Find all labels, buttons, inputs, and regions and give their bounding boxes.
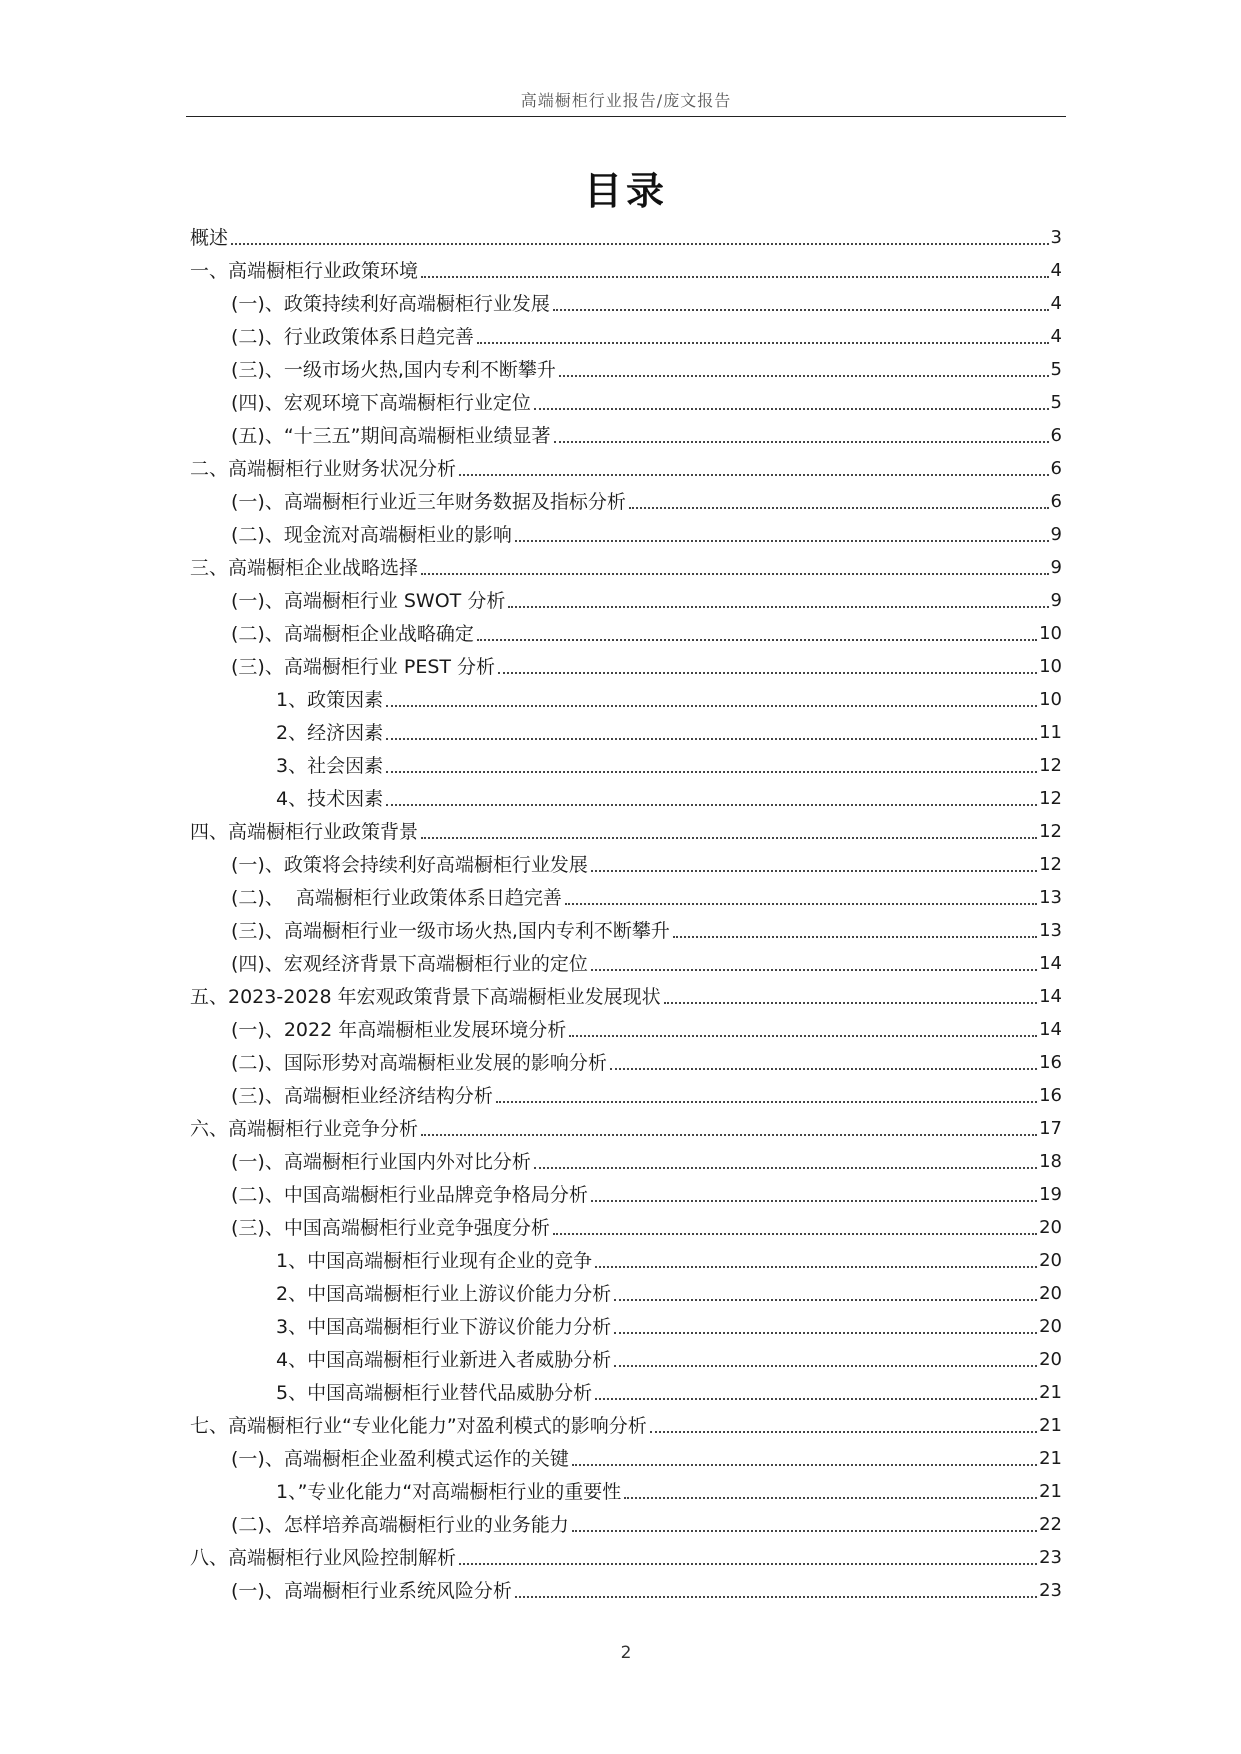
- toc-entry-page: 5: [1050, 359, 1062, 380]
- page-number: 2: [620, 1643, 632, 1663]
- toc-entry-title: 1、政策因素: [276, 689, 384, 711]
- toc-entry-title: (一)、高端橱柜企业盈利模式运作的关键: [231, 1448, 569, 1470]
- toc-entry-page: 16: [1039, 1085, 1062, 1106]
- toc-entry-page: 4: [1050, 326, 1062, 347]
- toc-dot-leader: [553, 309, 1049, 311]
- toc-entry-page: 23: [1039, 1547, 1062, 1568]
- toc-entry-title: (二)、中国高端橱柜行业品牌竞争格局分析: [231, 1184, 588, 1206]
- toc-entry-page: 10: [1039, 689, 1062, 710]
- toc-entry[interactable]: [190, 613, 1062, 646]
- toc-entry-title: (三)、一级市场火热,国内专利不断攀升: [231, 359, 556, 381]
- toc-entry-title: 1、”专业化能力“对高端橱柜行业的重要性: [276, 1481, 622, 1503]
- toc-dot-leader: [386, 738, 1037, 740]
- toc-dot-leader: [591, 870, 1037, 872]
- toc-dot-leader: [624, 1497, 1037, 1499]
- toc-entry[interactable]: [190, 745, 1062, 778]
- toc-entry[interactable]: [190, 283, 1062, 316]
- toc-dot-leader: [534, 408, 1049, 410]
- toc-dot-leader: [496, 1101, 1037, 1103]
- toc-entry-title: 2、中国高端橱柜行业上游议价能力分析: [276, 1283, 612, 1305]
- toc-entry-page: 14: [1039, 986, 1062, 1007]
- toc-entry[interactable]: [190, 514, 1062, 547]
- toc-dot-leader: [386, 705, 1037, 707]
- toc-entry-title: (二)、 高端橱柜行业政策体系日趋完善: [231, 887, 562, 909]
- toc-entry[interactable]: [190, 415, 1062, 448]
- toc-entry-page: 20: [1039, 1283, 1062, 1304]
- toc-entry-page: 6: [1050, 458, 1062, 479]
- toc-entry-title: 六、高端橱柜行业竞争分析: [190, 1118, 419, 1140]
- toc-entry-page: 21: [1039, 1448, 1062, 1469]
- toc-entry-title: 七、高端橱柜行业“专业化能力”对盈利模式的影响分析: [190, 1415, 647, 1437]
- toc-entry[interactable]: [190, 217, 1062, 250]
- toc-entry[interactable]: [190, 316, 1062, 349]
- toc-dot-leader: [508, 606, 1048, 608]
- toc-entry-page: 12: [1039, 821, 1062, 842]
- toc-entry[interactable]: [190, 844, 1062, 877]
- toc-entry-page: 9: [1050, 557, 1062, 578]
- toc-dot-leader: [459, 1563, 1037, 1565]
- toc-entry-title: (三)、高端橱柜行业 PEST 分析: [231, 656, 496, 678]
- toc-dot-leader: [421, 573, 1049, 575]
- toc-entry-page: 16: [1039, 1052, 1062, 1073]
- toc-entry[interactable]: [190, 1570, 1062, 1603]
- toc-entry-title: 2、经济因素: [276, 722, 384, 744]
- toc-entry-page: 10: [1039, 623, 1062, 644]
- toc-entry-page: 14: [1039, 1019, 1062, 1040]
- toc-entry-title: (五)、“十三五”期间高端橱柜业绩显著: [231, 425, 551, 447]
- toc-entry[interactable]: [190, 349, 1062, 382]
- toc-dot-leader: [386, 804, 1037, 806]
- toc-entry-title: (一)、高端橱柜行业 SWOT 分析: [231, 590, 506, 612]
- toc-dot-leader: [421, 837, 1037, 839]
- toc-entry[interactable]: [190, 910, 1062, 943]
- toc-entry-title: (二)、高端橱柜企业战略确定: [231, 623, 474, 645]
- toc-entry[interactable]: [190, 481, 1062, 514]
- toc-entry-page: 19: [1039, 1184, 1062, 1205]
- toc-entry-page: 5: [1050, 392, 1062, 413]
- toc-entry[interactable]: [190, 679, 1062, 712]
- running-header: 高端橱柜行业报告/庞文报告: [520, 91, 732, 110]
- toc-dot-leader: [572, 1464, 1037, 1466]
- toc-entry[interactable]: [190, 712, 1062, 745]
- toc-entry[interactable]: [190, 1075, 1062, 1108]
- toc-entry-title: 八、高端橱柜行业风险控制解析: [190, 1547, 457, 1569]
- header-rule: [186, 116, 1066, 117]
- toc-dot-leader: [614, 1365, 1037, 1367]
- toc-entry-page: 20: [1039, 1250, 1062, 1271]
- toc-dot-leader: [591, 1200, 1037, 1202]
- toc-entry[interactable]: [190, 1108, 1062, 1141]
- toc-entry-title: (一)、2022 年高端橱柜业发展环境分析: [231, 1019, 567, 1041]
- toc-entry-page: 23: [1039, 1580, 1062, 1601]
- toc-entry[interactable]: [190, 877, 1062, 910]
- toc-entry[interactable]: [190, 943, 1062, 976]
- toc-dot-leader: [421, 276, 1049, 278]
- toc-entry[interactable]: [190, 1174, 1062, 1207]
- toc-dot-leader: [515, 1596, 1037, 1598]
- toc-dot-leader: [477, 639, 1037, 641]
- toc-entry[interactable]: [190, 1273, 1062, 1306]
- toc-entry[interactable]: [190, 1438, 1062, 1471]
- toc-entry-title: (二)、怎样培养高端橱柜行业的业务能力: [231, 1514, 569, 1536]
- toc-entry-page: 6: [1050, 425, 1062, 446]
- toc-entry[interactable]: [190, 448, 1062, 481]
- toc-entry[interactable]: [190, 1504, 1062, 1537]
- toc-dot-leader: [629, 507, 1049, 509]
- toc-entry-page: 18: [1039, 1151, 1062, 1172]
- toc-dot-leader: [595, 1398, 1037, 1400]
- toc-entry-page: 3: [1050, 227, 1062, 248]
- toc-entry[interactable]: [190, 1207, 1062, 1240]
- toc-entry-page: 10: [1039, 656, 1062, 677]
- toc-entry-title: 三、高端橱柜企业战略选择: [190, 557, 419, 579]
- toc-dot-leader: [614, 1332, 1037, 1334]
- toc-entry[interactable]: [190, 1537, 1062, 1570]
- toc-entry-title: 3、中国高端橱柜行业下游议价能力分析: [276, 1316, 612, 1338]
- toc-entry[interactable]: [190, 1405, 1062, 1438]
- toc-entry-title: 3、社会因素: [276, 755, 384, 777]
- toc-dot-leader: [459, 474, 1049, 476]
- toc-dot-leader: [534, 1167, 1037, 1169]
- toc-dot-leader: [231, 243, 1049, 245]
- toc-entry[interactable]: [190, 1471, 1062, 1504]
- toc-entry-title: (三)、高端橱柜行业一级市场火热,国内专利不断攀升: [231, 920, 670, 942]
- toc-entry[interactable]: [190, 580, 1062, 613]
- toc-entry-page: 12: [1039, 755, 1062, 776]
- toc-dot-leader: [610, 1068, 1037, 1070]
- toc-entry-title: (三)、高端橱柜业经济结构分析: [231, 1085, 493, 1107]
- toc-entry[interactable]: [190, 1306, 1062, 1339]
- toc-dot-leader: [559, 375, 1049, 377]
- toc-entry[interactable]: [190, 547, 1062, 580]
- toc-entry-page: 13: [1039, 920, 1062, 941]
- toc-entry-page: 12: [1039, 854, 1062, 875]
- toc-entry-page: 14: [1039, 953, 1062, 974]
- toc-entry-page: 12: [1039, 788, 1062, 809]
- toc-entry-title: (四)、宏观经济背景下高端橱柜行业的定位: [231, 953, 588, 975]
- toc-dot-leader: [572, 1530, 1037, 1532]
- toc-dot-leader: [554, 441, 1049, 443]
- toc-entry-page: 17: [1039, 1118, 1062, 1139]
- toc-dot-leader: [565, 903, 1037, 905]
- toc-entry-title: 4、技术因素: [276, 788, 384, 810]
- toc-entry-page: 21: [1039, 1382, 1062, 1403]
- toc-entry-title: 1、中国高端橱柜行业现有企业的竞争: [276, 1250, 593, 1272]
- toc-entry[interactable]: [190, 250, 1062, 283]
- toc-entry[interactable]: [190, 1141, 1062, 1174]
- toc-entry-title: (二)、国际形势对高端橱柜业发展的影响分析: [231, 1052, 607, 1074]
- toc-entry-page: 4: [1050, 293, 1062, 314]
- toc-dot-leader: [477, 342, 1049, 344]
- toc-dot-leader: [569, 1035, 1037, 1037]
- toc-dot-leader: [650, 1431, 1037, 1433]
- toc-entry-title: (二)、行业政策体系日趋完善: [231, 326, 474, 348]
- toc-entry[interactable]: [190, 778, 1062, 811]
- toc-entry-title: (一)、高端橱柜行业近三年财务数据及指标分析: [231, 491, 626, 513]
- toc-dot-leader: [498, 672, 1037, 674]
- toc-entry-title: 二、高端橱柜行业财务状况分析: [190, 458, 457, 480]
- toc-entry-title: 五、2023-2028 年宏观政策背景下高端橱柜业发展现状: [190, 986, 661, 1008]
- toc-entry-page: 21: [1039, 1481, 1062, 1502]
- toc-entry-page: 11: [1039, 722, 1062, 743]
- toc-entry-page: 9: [1050, 524, 1062, 545]
- toc-entry[interactable]: [190, 976, 1062, 1009]
- toc-dot-leader: [553, 1233, 1037, 1235]
- toc-dot-leader: [421, 1134, 1037, 1136]
- toc-entry[interactable]: [190, 382, 1062, 415]
- toc-dot-leader: [591, 969, 1037, 971]
- toc-entry[interactable]: [190, 811, 1062, 844]
- toc-entry-page: 6: [1050, 491, 1062, 512]
- toc-entry-title: (四)、宏观环境下高端橱柜行业定位: [231, 392, 531, 414]
- toc-dot-leader: [386, 771, 1037, 773]
- toc-entry-title: 4、中国高端橱柜行业新进入者威胁分析: [276, 1349, 612, 1371]
- toc-entry-page: 9: [1050, 590, 1062, 611]
- toc-entry-page: 21: [1039, 1415, 1062, 1436]
- table-of-contents: [190, 217, 1062, 1603]
- toc-entry-page: 13: [1039, 887, 1062, 908]
- toc-dot-leader: [673, 936, 1037, 938]
- toc-dot-leader: [515, 540, 1049, 542]
- toc-entry-page: 20: [1039, 1217, 1062, 1238]
- toc-entry-title: (一)、政策持续利好高端橱柜行业发展: [231, 293, 550, 315]
- toc-entry[interactable]: [190, 1240, 1062, 1273]
- toc-dot-leader: [664, 1002, 1037, 1004]
- toc-entry-page: 22: [1039, 1514, 1062, 1535]
- toc-entry-title: (一)、高端橱柜行业国内外对比分析: [231, 1151, 531, 1173]
- toc-dot-leader: [614, 1299, 1037, 1301]
- toc-entry-title: 一、高端橱柜行业政策环境: [190, 260, 419, 282]
- toc-entry-page: 4: [1050, 260, 1062, 281]
- toc-entry-page: 20: [1039, 1349, 1062, 1370]
- toc-entry-title: 概述: [190, 227, 229, 249]
- toc-entry[interactable]: [190, 1339, 1062, 1372]
- toc-entry-title: (二)、现金流对高端橱柜业的影响: [231, 524, 512, 546]
- toc-entry[interactable]: [190, 1009, 1062, 1042]
- toc-entry-title: (三)、中国高端橱柜行业竞争强度分析: [231, 1217, 550, 1239]
- toc-entry-title: (一)、政策将会持续利好高端橱柜行业发展: [231, 854, 588, 876]
- toc-entry[interactable]: [190, 1042, 1062, 1075]
- toc-entry-title: 四、高端橱柜行业政策背景: [190, 821, 419, 843]
- toc-entry[interactable]: [190, 646, 1062, 679]
- page-title: 目录: [583, 169, 668, 213]
- toc-entry-title: (一)、高端橱柜行业系统风险分析: [231, 1580, 512, 1602]
- toc-entry-page: 20: [1039, 1316, 1062, 1337]
- toc-dot-leader: [595, 1266, 1037, 1268]
- toc-entry[interactable]: [190, 1372, 1062, 1405]
- toc-entry-title: 5、中国高端橱柜行业替代品威胁分析: [276, 1382, 593, 1404]
